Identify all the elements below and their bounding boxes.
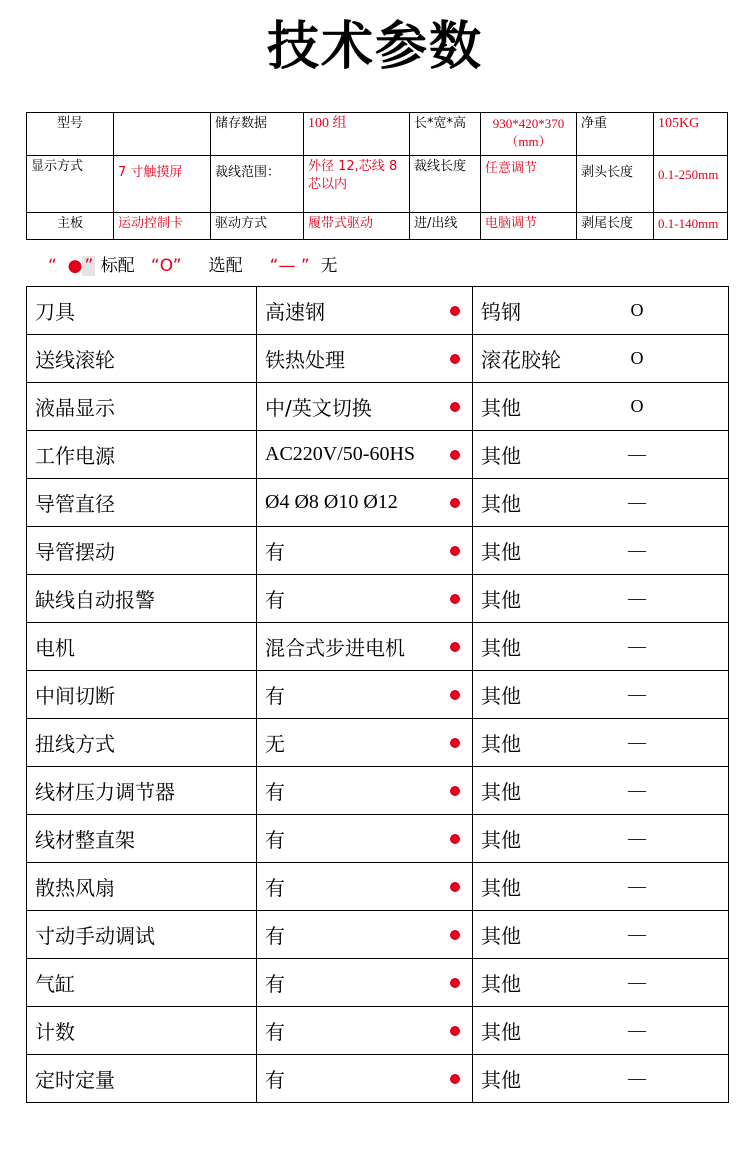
feature-other: 其他 — [481, 876, 521, 900]
feature-row — [27, 767, 729, 815]
feature-other: 钨钢 — [481, 300, 521, 324]
standard-dot-icon — [450, 1074, 460, 1084]
none-mark: — — [628, 588, 646, 608]
feature-value-cell — [257, 287, 473, 335]
legend-optional-label: 选配 — [208, 256, 243, 276]
feature-other: 其他 — [481, 732, 521, 756]
board-value: 运动控制卡 — [114, 213, 211, 240]
feature-value: 铁热处理 — [265, 348, 345, 372]
feature-row — [27, 575, 729, 623]
feature-row — [27, 815, 729, 863]
feature-name: 线材整直架 — [27, 815, 257, 863]
feature-row — [27, 671, 729, 719]
none-mark: — — [628, 780, 646, 800]
standard-dot-icon — [450, 306, 460, 316]
feature-other-cell — [473, 911, 729, 959]
feature-row — [27, 911, 729, 959]
none-mark: — — [628, 540, 646, 560]
standard-dot-icon — [450, 930, 460, 940]
feature-value: 有 — [265, 540, 285, 564]
feature-row — [27, 1007, 729, 1055]
none-mark: — — [628, 828, 646, 848]
feature-other: 其他 — [481, 1068, 521, 1092]
feature-name: 计数 — [27, 1007, 257, 1055]
feature-other-cell — [473, 671, 729, 719]
feature-name: 送线滚轮 — [27, 335, 257, 383]
storage-label: 储存数据 — [211, 113, 304, 156]
feature-value-cell — [257, 719, 473, 767]
feature-other-cell — [473, 863, 729, 911]
feature-other-cell — [473, 623, 729, 671]
feature-value-cell — [257, 767, 473, 815]
feature-value: 有 — [265, 828, 285, 852]
legend-standard-label: 标配 — [100, 256, 135, 276]
feature-value-cell — [257, 479, 473, 527]
display-value: 7 寸触摸屏 — [114, 156, 211, 213]
standard-dot-icon — [450, 642, 460, 652]
feature-other: 其他 — [481, 540, 521, 564]
feature-value: AC220V/50-60HS — [265, 443, 416, 465]
drive-value: 履带式驱动 — [304, 213, 410, 240]
feature-value: 有 — [265, 780, 285, 804]
feature-value: 有 — [265, 1020, 285, 1044]
strip-tail-label: 剥尾长度 — [577, 213, 654, 240]
feature-name: 工作电源 — [27, 431, 257, 479]
strip-tail-value: 0.1-140mm — [654, 213, 728, 240]
feature-other-cell — [473, 959, 729, 1007]
model-value — [114, 113, 211, 156]
feed-label: 进/出线 — [410, 213, 481, 240]
legend-standard-dot: ● — [67, 256, 83, 276]
feature-name: 缺线自动报警 — [27, 575, 257, 623]
standard-dot-icon — [450, 498, 460, 508]
standard-dot-icon — [450, 786, 460, 796]
feature-other: 滚花胶轮 — [481, 348, 561, 372]
feature-other: 其他 — [481, 636, 521, 660]
feature-other-cell — [473, 479, 729, 527]
feature-value-cell — [257, 335, 473, 383]
feature-value-cell — [257, 431, 473, 479]
legend-close-quote: ” — [84, 256, 94, 276]
wire-range-value: 外径 12,芯线 8 芯以内 — [304, 156, 410, 213]
feature-row — [27, 623, 729, 671]
feature-other-cell — [473, 287, 729, 335]
feature-value-cell — [257, 911, 473, 959]
feature-value: 有 — [265, 1068, 285, 1092]
none-mark: — — [628, 876, 646, 896]
standard-dot-icon — [450, 978, 460, 988]
standard-dot-icon — [450, 882, 460, 892]
feature-value: 中/英文切换 — [265, 396, 372, 420]
feature-value-cell — [257, 1055, 473, 1103]
feature-name: 寸动手动调试 — [27, 911, 257, 959]
feature-row — [27, 527, 729, 575]
feature-row — [27, 431, 729, 479]
feature-value-cell — [257, 527, 473, 575]
feature-other: 其他 — [481, 972, 521, 996]
feature-name: 中间切断 — [27, 671, 257, 719]
standard-dot-icon — [450, 834, 460, 844]
feature-name: 导管直径 — [27, 479, 257, 527]
feature-other: 其他 — [481, 828, 521, 852]
standard-dot-icon — [450, 546, 460, 556]
feed-value: 电脑调节 — [481, 213, 577, 240]
feature-other-cell — [473, 335, 729, 383]
feature-other-cell — [473, 575, 729, 623]
none-mark: — — [628, 444, 646, 464]
feature-name: 定时定量 — [27, 1055, 257, 1103]
feature-other: 其他 — [481, 780, 521, 804]
standard-dot-icon — [450, 354, 460, 364]
none-mark: — — [628, 1068, 646, 1088]
feature-row — [27, 719, 729, 767]
strip-head-value: 0.1-250mm — [654, 156, 728, 213]
weight-value: 105KG — [654, 113, 728, 156]
feature-value: 有 — [265, 876, 285, 900]
feature-value-cell — [257, 863, 473, 911]
legend — [48, 254, 338, 278]
feature-other-cell — [473, 1055, 729, 1103]
feature-row — [27, 959, 729, 1007]
drive-label: 驱动方式 — [211, 213, 304, 240]
wire-range-label: 裁线范围： — [211, 156, 304, 213]
none-mark: — — [628, 684, 646, 704]
legend-open-quote: “ — [48, 256, 57, 276]
standard-dot-icon — [450, 738, 460, 748]
feature-value: 混合式步进电机 — [265, 636, 405, 660]
feature-name: 扭线方式 — [27, 719, 257, 767]
cut-length-label: 裁线长度 — [410, 156, 481, 213]
feature-value-cell — [257, 623, 473, 671]
feature-value: Ø4 Ø8 Ø10 Ø12 — [265, 491, 398, 513]
legend-optional-symbol: “O” — [150, 256, 182, 276]
standard-dot-icon — [450, 1026, 460, 1036]
spec-table — [26, 112, 728, 240]
feature-value: 无 — [265, 732, 285, 756]
page-title: 技术参数 — [266, 17, 483, 77]
cut-length-value: 任意调节 — [481, 156, 577, 213]
feature-table — [26, 286, 729, 1103]
feature-other: 其他 — [481, 684, 521, 708]
feature-value: 有 — [265, 924, 285, 948]
feature-other: 其他 — [481, 1020, 521, 1044]
feature-other: 其他 — [481, 444, 521, 468]
none-mark: — — [628, 492, 646, 512]
feature-value-cell — [257, 383, 473, 431]
feature-row — [27, 863, 729, 911]
feature-row — [27, 287, 729, 335]
feature-row — [27, 335, 729, 383]
none-mark: — — [628, 732, 646, 752]
size-unit: （mm） — [505, 134, 552, 149]
feature-other: 其他 — [481, 396, 521, 420]
display-label: 显示方式 — [27, 156, 114, 213]
size-value-cell — [481, 113, 577, 156]
standard-dot-icon — [450, 690, 460, 700]
feature-value: 有 — [265, 972, 285, 996]
feature-row — [27, 479, 729, 527]
feature-other: 其他 — [481, 924, 521, 948]
feature-other-cell — [473, 431, 729, 479]
feature-table-body — [27, 287, 729, 1103]
standard-dot-icon — [450, 402, 460, 412]
feature-value: 有 — [265, 684, 285, 708]
size-value: 930*420*370 — [492, 116, 565, 131]
feature-other: 其他 — [481, 492, 521, 516]
none-mark: — — [628, 636, 646, 656]
legend-none-symbol: “— ” — [269, 256, 310, 276]
model-label: 型号 — [27, 113, 114, 156]
none-mark: — — [628, 1020, 646, 1040]
feature-other-cell — [473, 527, 729, 575]
none-mark: — — [628, 972, 646, 992]
feature-name: 线材压力调节器 — [27, 767, 257, 815]
feature-name: 气缸 — [27, 959, 257, 1007]
optional-mark: O — [630, 396, 644, 416]
feature-value-cell — [257, 815, 473, 863]
feature-value: 有 — [265, 588, 285, 612]
weight-label: 净重 — [577, 113, 654, 156]
feature-other-cell — [473, 383, 729, 431]
feature-value: 高速钢 — [265, 300, 325, 324]
optional-mark: O — [630, 348, 644, 368]
feature-name: 电机 — [27, 623, 257, 671]
optional-mark: O — [630, 300, 644, 320]
none-mark: — — [628, 924, 646, 944]
feature-other: 其他 — [481, 588, 521, 612]
feature-value-cell — [257, 1007, 473, 1055]
feature-name: 散热风扇 — [27, 863, 257, 911]
feature-value-cell — [257, 575, 473, 623]
size-label: 长*宽*高 — [410, 113, 481, 156]
standard-dot-icon — [450, 450, 460, 460]
standard-dot-icon — [450, 594, 460, 604]
feature-other-cell — [473, 815, 729, 863]
feature-name: 液晶显示 — [27, 383, 257, 431]
feature-other-cell — [473, 719, 729, 767]
strip-head-label: 剥头长度 — [577, 156, 654, 213]
feature-row — [27, 1055, 729, 1103]
storage-value: 100 组 — [304, 113, 410, 156]
feature-name: 刀具 — [27, 287, 257, 335]
feature-row — [27, 383, 729, 431]
feature-other-cell — [473, 1007, 729, 1055]
feature-value-cell — [257, 671, 473, 719]
feature-name: 导管摆动 — [27, 527, 257, 575]
board-label: 主板 — [27, 213, 114, 240]
feature-other-cell — [473, 767, 729, 815]
legend-none-label: 无 — [320, 256, 338, 276]
feature-value-cell — [257, 959, 473, 1007]
